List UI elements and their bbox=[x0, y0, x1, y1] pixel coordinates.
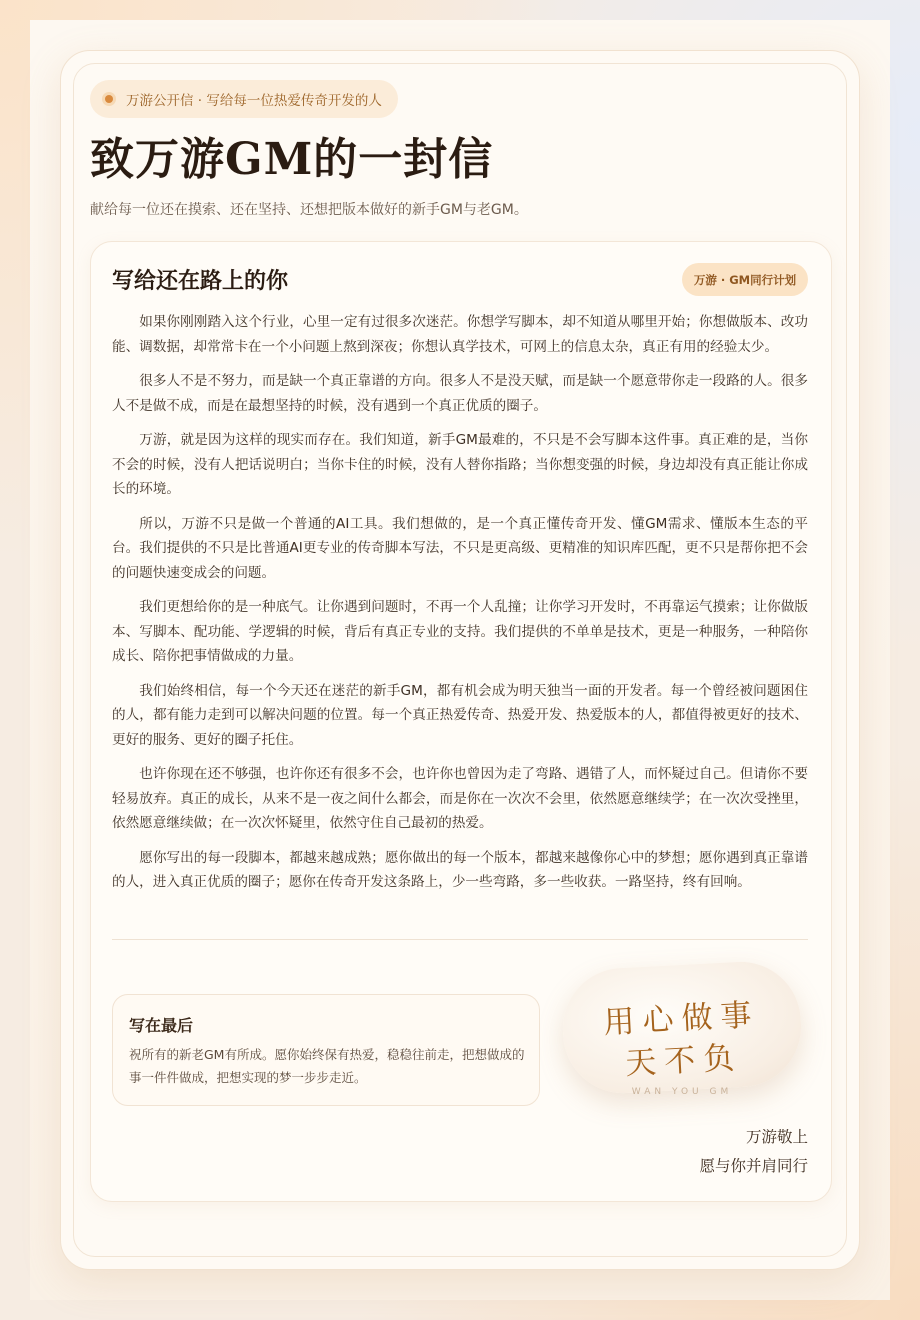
letter-paragraph: 也许你现在还不够强，也许你还有很多不会，也许你也曾因为走了弯路、遇错了人，而怀疑过自己。但请你不要轻易放弃。真正的成长，从来不是一夜之间什么都会，而是你在一次次不会里，依然愿意继续学；在一次次受挫里，依然愿意继续做；在一次次怀疑里，依然守住自己最初的热爱。 bbox=[112, 766, 808, 831]
signature-tagline: 愿与你并肩同行 bbox=[699, 1157, 808, 1175]
page-subtitle: 献给每一位还在摸索、还在坚持、还想把版本做好的新手GM与老GM。 bbox=[90, 202, 528, 218]
letter-heading: 写给还在路上的你 bbox=[112, 268, 289, 294]
letter-paragraph: 万游，就是因为这样的现实而存在。我们知道，新手GM最难的，不只是不会写脚本这件事。真正难的是，当你不会的时候，没有人把话说明白；当你卡住的时候，没有人替你指路；当你想变强的时候，身边却没有真正能让你成长的环境。 bbox=[112, 432, 808, 497]
signature-name: 万游敬上 bbox=[745, 1128, 808, 1146]
motto-stamp bbox=[560, 959, 804, 1096]
program-tag: 万游 · GM同行计划 bbox=[682, 263, 808, 296]
motto-line-2: 天不负 bbox=[624, 1039, 744, 1082]
header-pill bbox=[90, 80, 398, 118]
letter-paragraph: 愿你写出的每一段脚本，都越来越成熟；愿你做出的每一个版本，都越来越像你心中的梦想；愿你遇到真正靠谱的人，进入真正优质的圈子；愿你在传奇开发这条路上，少一些弯路，多一些收获。一路坚持，终有回响。 bbox=[112, 849, 808, 890]
motto-line-1: 用心做事 bbox=[602, 996, 761, 1042]
letter-paragraph: 所以，万游不只是做一个普通的AI工具。我们想做的，是一个真正懂传奇开发、懂GM需求、懂版本生态的平台。我们提供的不只是比普通AI更专业的传奇脚本写法，不只是更高级、更精准的知识库匹配，更不只是帮你把不会的问题快速变成会的问题。 bbox=[112, 515, 808, 581]
letter-paragraph: 我们更想给你的是一种底气。让你遇到问题时，不再一个人乱撞；让你学习开发时，不再靠运气摸索；让你做版本、写脚本、配功能、学逻辑的时候，背后有真正专业的支持。我们提供的不单单是技术，更是一种服务，一种陪你成长、陪你把事情做成的力量。 bbox=[112, 599, 808, 664]
letter-paragraph: 很多人不是不努力，而是缺一个真正靠谱的方向。很多人不是没天赋，而是缺一个愿意带你走一段路的人。很多人不是做不成，而是在最想坚持的时候，没有遇到一个真正优质的圈子。 bbox=[112, 373, 808, 414]
letter-paragraph: 我们始终相信，每一个今天还在迷茫的新手GM，都有机会成为明天独当一面的开发者。每一个曾经被问题困住的人，都有能力走到可以解决问题的位置。每一个真正热爱传奇、热爱开发、热爱版本的人，都值得被更好的技术、更好的服务、更好的圈子托住。 bbox=[112, 682, 808, 748]
stamp-caption: WAN YOU GM bbox=[631, 1087, 733, 1097]
letter-paragraph: 如果你刚刚踏入这个行业，心里一定有过很多次迷茫。你想学写脚本，却不知道从哪里开始；你想做版本、改功能、调数据，却常常卡在一个小问题上熬到深夜；你想认真学技术，可网上的信息太杂，真正有用的经验太少。 bbox=[112, 314, 808, 355]
dot-icon bbox=[102, 92, 116, 106]
closing-box bbox=[112, 994, 540, 1106]
header-pill-text: 万游公开信 · 写给每一位热爱传奇开发的人 bbox=[126, 93, 382, 109]
page-title: 致万游GM的一封信 bbox=[90, 134, 494, 185]
divider bbox=[112, 939, 808, 940]
closing-title: 写在最后 bbox=[129, 1016, 194, 1035]
closing-text: 祝所有的新老GM有所成。愿你始终保有热爱，稳稳往前走，把想做成的事一件件做成，把想实现的梦一步步走近。 bbox=[129, 1047, 525, 1085]
letter-body bbox=[112, 310, 808, 905]
